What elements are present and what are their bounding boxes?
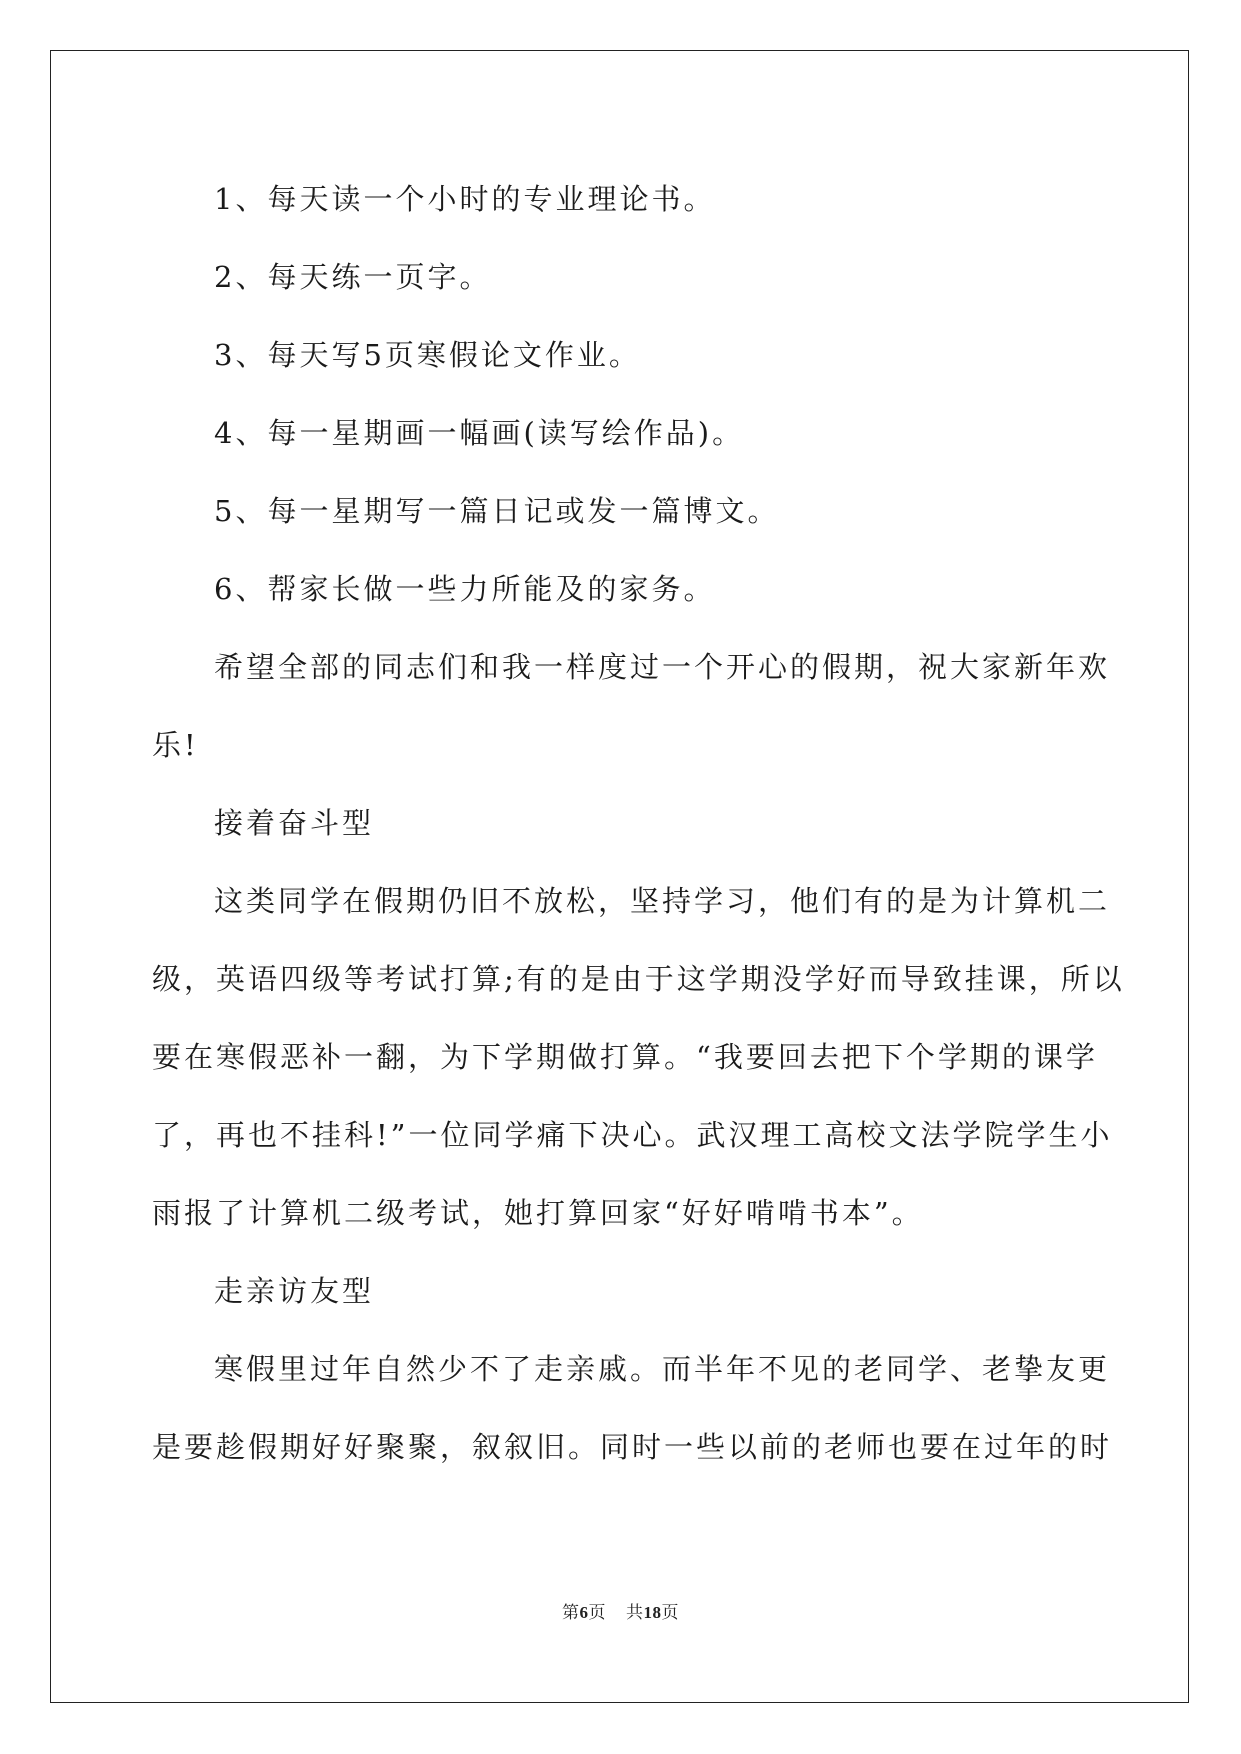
paragraph-line: 了，再也不挂科!”一位同学痛下决心。武汉理工高校文法学院学生小: [152, 1118, 1113, 1152]
page-number: 6: [579, 1603, 589, 1622]
total-suffix: 页: [661, 1603, 679, 1622]
list-item: 4、每一星期画一幅画(读写绘作品)。: [214, 416, 745, 450]
paragraph-line: 是要趁假期好好聚聚，叙叙旧。同时一些以前的老师也要在过年的时: [152, 1430, 1113, 1464]
document-body: [152, 160, 1125, 1486]
list-item: 3、每天写5页寒假论文作业。: [214, 338, 641, 372]
section-heading: 接着奋斗型: [214, 806, 375, 840]
section-paragraph: [152, 1330, 1113, 1486]
page-prefix: 第: [562, 1603, 580, 1622]
list-item: 6、帮家长做一些力所能及的家务。: [214, 572, 716, 606]
paragraph-line: 雨报了计算机二级考试，她打算回家“好好啃啃书本”。: [152, 1196, 924, 1230]
section-heading: 走亲访友型: [214, 1274, 375, 1308]
page-total: 18: [643, 1603, 662, 1622]
list-item: 2、每天练一页字。: [214, 260, 492, 294]
paragraph-line: 寒假里过年自然少不了走亲戚。而半年不见的老同学、老挚友更: [214, 1352, 1111, 1386]
closing-paragraph: [152, 628, 1111, 784]
total-prefix: 共: [626, 1603, 644, 1622]
paragraph-line: 这类同学在假期仍旧不放松，坚持学习，他们有的是为计算机二: [214, 884, 1111, 918]
section-paragraph: [152, 862, 1125, 1252]
paragraph-line: 要在寒假恶补一翻，为下学期做打算。“我要回去把下个学期的课学: [152, 1040, 1098, 1074]
list-item: 1、每天读一个小时的专业理论书。: [214, 182, 716, 216]
paragraph-line: 级，英语四级等考试打算;有的是由于这学期没学好而导致挂课，所以: [152, 962, 1125, 996]
paragraph-line: 希望全部的同志们和我一样度过一个开心的假期，祝大家新年欢: [214, 650, 1111, 684]
page-suffix: 页: [588, 1603, 606, 1622]
page-footer: [0, 1598, 1241, 1623]
list-item: 5、每一星期写一篇日记或发一篇博文。: [214, 494, 780, 528]
paragraph-line: 乐!: [152, 728, 199, 762]
